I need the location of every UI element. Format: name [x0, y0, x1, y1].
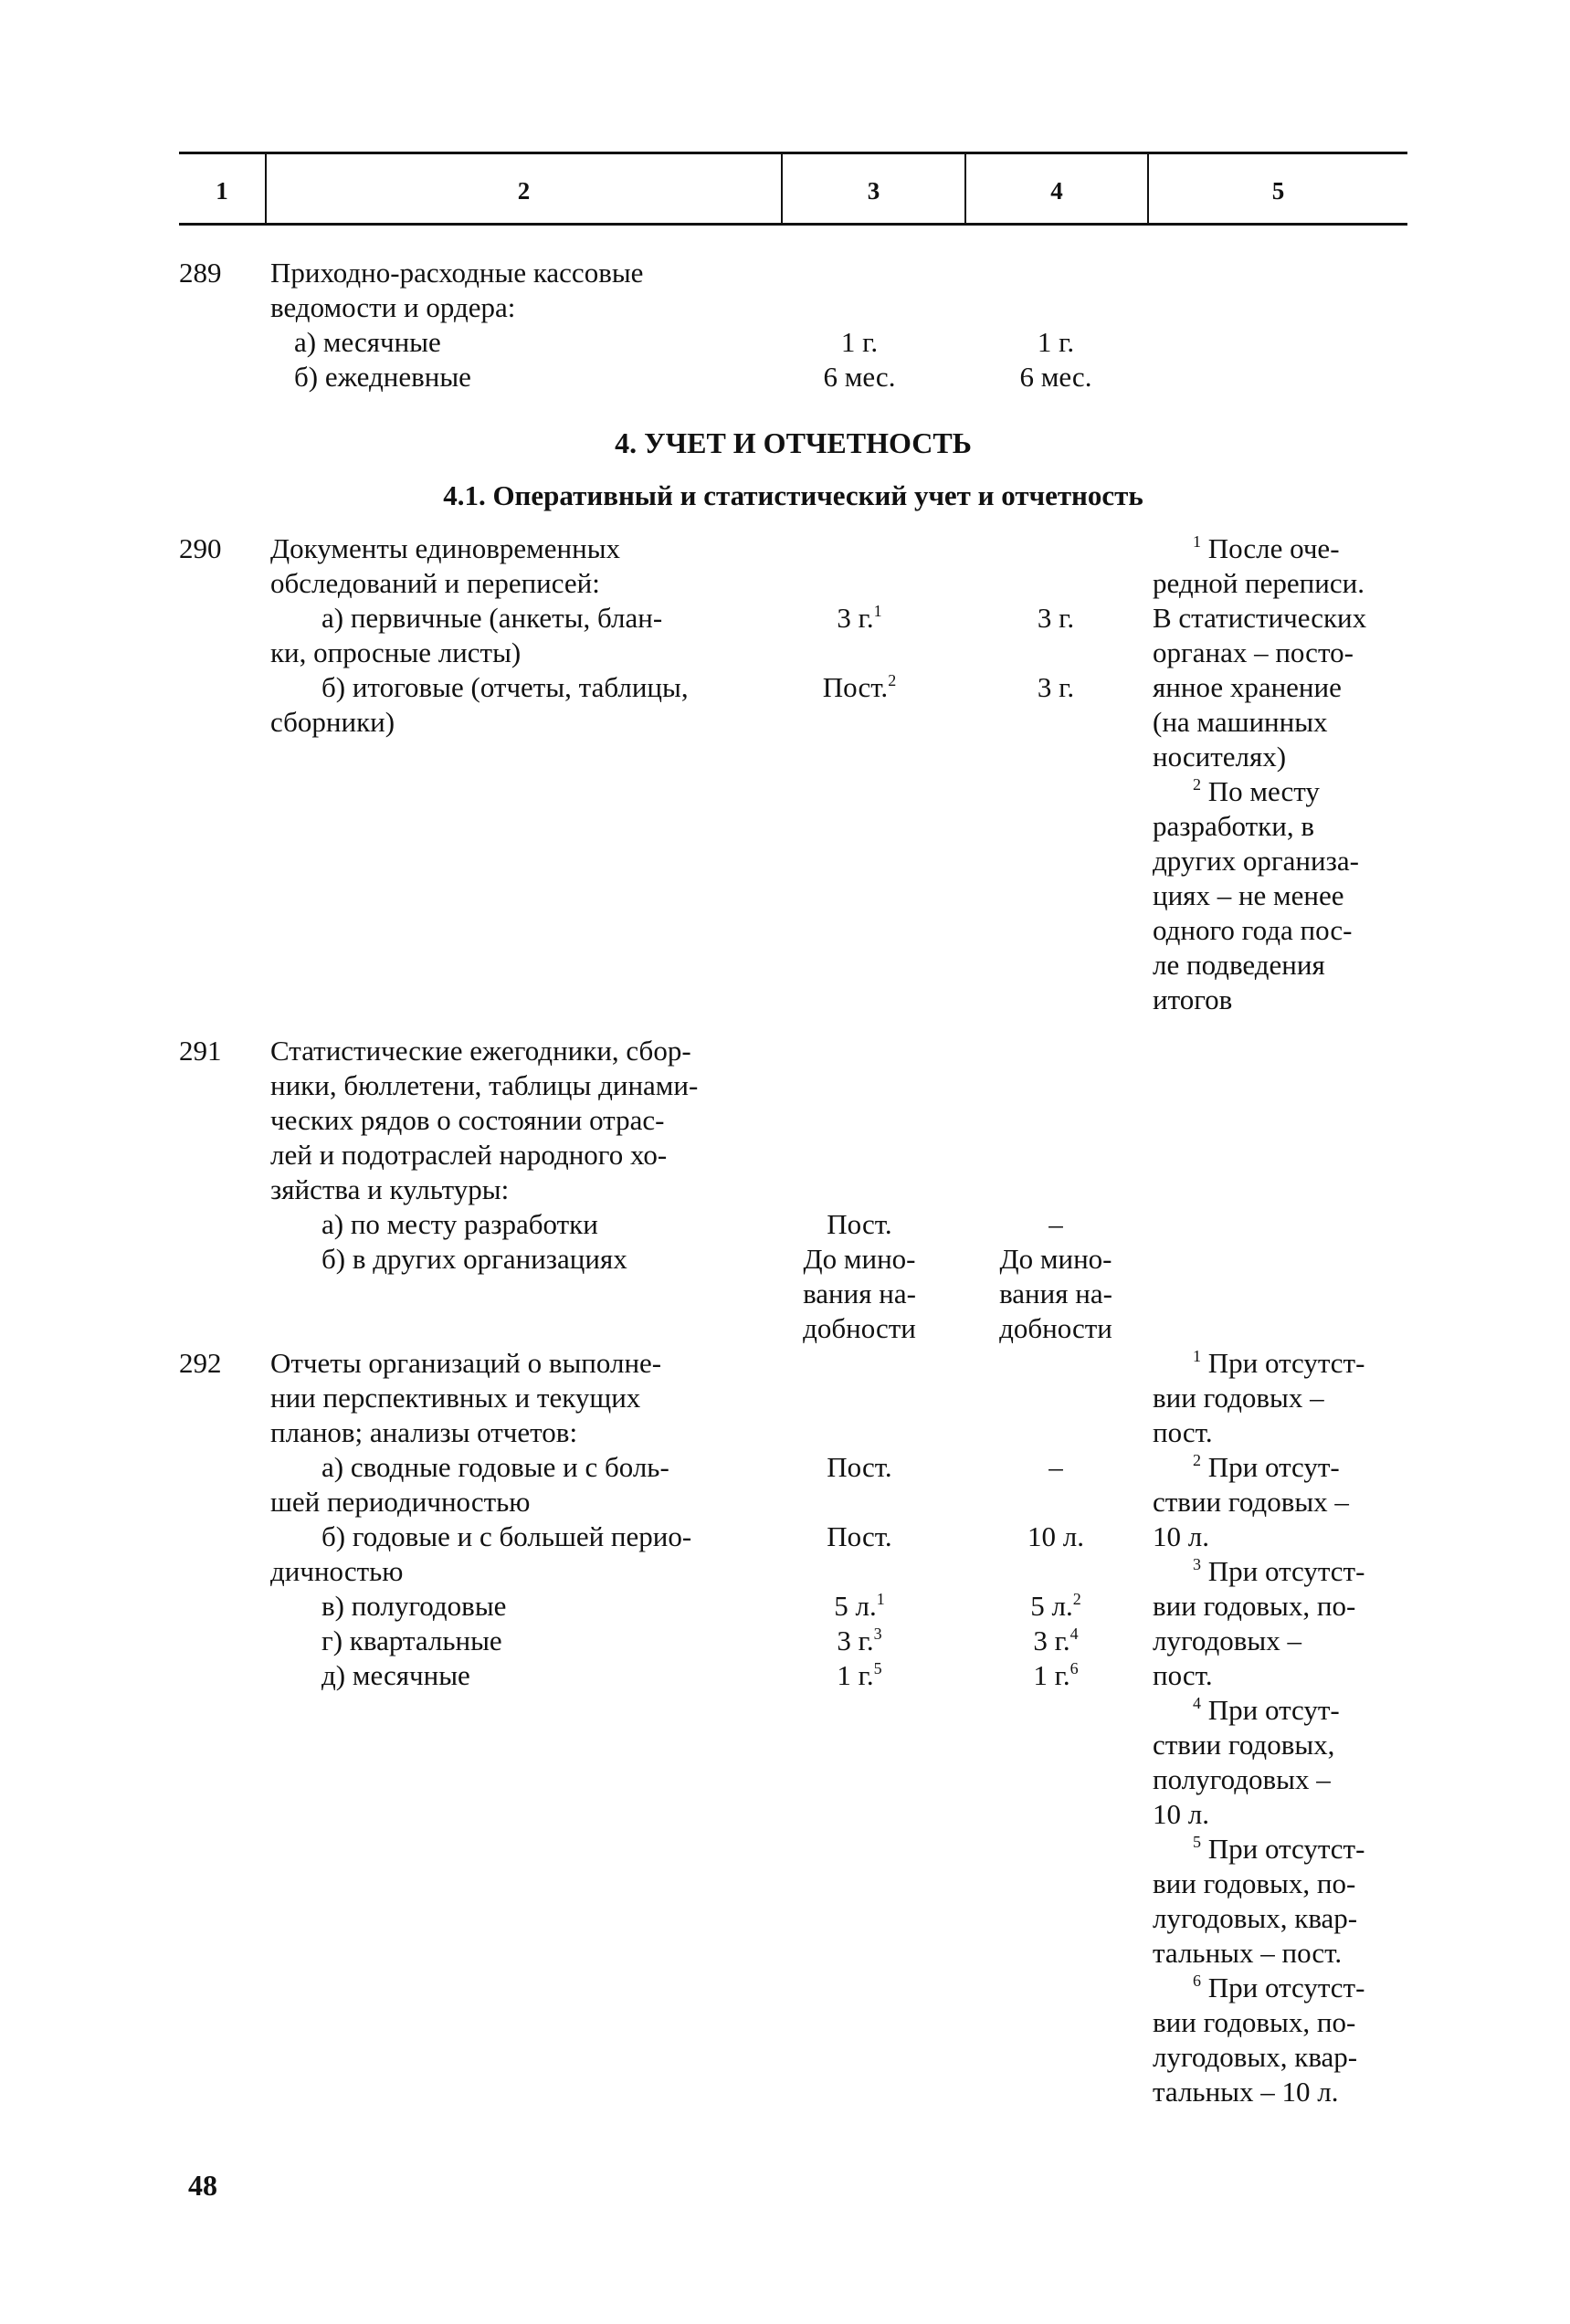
col3-value: До мино-	[803, 1243, 916, 1275]
row-item: дичностью	[270, 1555, 404, 1587]
col3-value: 3 г.$^1$	[837, 602, 882, 634]
note-line: вии годовых –	[1153, 1382, 1324, 1414]
row-text: ники, бюллетени, таблицы динами-	[270, 1069, 699, 1101]
row-item: б) итоговые (отчеты, таблицы,	[321, 671, 689, 703]
note-line: 10 л.	[1153, 1798, 1209, 1830]
note-line: вии годовых, по-	[1153, 2006, 1356, 2038]
section-subtitle: 4.1. Оперативный и статистический учет и отчетность	[443, 479, 1143, 511]
col4-value: 3 г.	[1037, 602, 1075, 634]
row-text: нии перспективных и текущих	[270, 1382, 641, 1414]
footnote-marker: 2	[1193, 1451, 1201, 1469]
col4-value: –	[1048, 1208, 1063, 1240]
note-line: тальных – пост.	[1153, 1937, 1343, 1969]
note-line: лугодовых, квар-	[1153, 2041, 1358, 2073]
col4-value: 5 л.$^2$	[1030, 1590, 1081, 1622]
note-line: $^2$ По месту	[1193, 775, 1320, 807]
row-item: а) сводные годовые и с боль-	[321, 1451, 669, 1483]
note-line: $^2$ При отсут-	[1193, 1451, 1340, 1483]
footnote-marker: 4	[1193, 1694, 1201, 1712]
note-line: лугодовых, квар-	[1153, 1902, 1358, 1934]
note-line: $^1$ При отсутст-	[1193, 1347, 1365, 1379]
footnote-marker: 6	[1069, 1659, 1079, 1677]
note-line: редной переписи.	[1153, 567, 1365, 599]
col4-value: добности	[999, 1312, 1112, 1344]
note-line: 10 л.	[1153, 1520, 1209, 1552]
footnote-marker: 1	[873, 602, 882, 620]
col3-value: вания на-	[803, 1278, 916, 1309]
footnote-marker: 1	[1193, 532, 1201, 551]
row-text: Отчеты организаций о выполне-	[270, 1347, 662, 1379]
row-text: ведомости и ордера:	[270, 291, 516, 323]
col3-value: Пост.	[827, 1208, 892, 1240]
col4-value: 6 мес.	[1019, 361, 1092, 393]
row-item: в) полугодовые	[321, 1590, 507, 1622]
col3-value: Пост.	[827, 1451, 892, 1483]
row-item: шей периодичностью	[270, 1486, 531, 1518]
row-text: обследований и переписей:	[270, 567, 600, 599]
row-number: 292	[179, 1347, 222, 1379]
footnote-marker: 2	[1193, 775, 1201, 794]
col4-value: –	[1048, 1451, 1063, 1483]
row-number: 291	[179, 1035, 222, 1067]
footnote-marker: 1	[1193, 1347, 1201, 1365]
note-line: лугодовых –	[1153, 1625, 1302, 1656]
footnote-marker: 2	[1072, 1590, 1081, 1608]
footnote-marker: 1	[876, 1590, 885, 1608]
note-line: носителях)	[1153, 741, 1287, 773]
note-line: янное хранение	[1153, 671, 1342, 703]
col3-value: 6 мес.	[823, 361, 896, 393]
col3-value: 3 г.$^3$	[837, 1625, 882, 1656]
footnote-marker: 5	[873, 1659, 882, 1677]
header-col-5: 5	[1271, 177, 1285, 205]
note-line: ствии годовых,	[1153, 1729, 1335, 1761]
header-col-4: 4	[1050, 177, 1063, 205]
note-line: вии годовых, по-	[1153, 1590, 1356, 1622]
note-line: $^6$ При отсутст-	[1193, 1972, 1365, 2003]
note-line: $^3$ При отсутст-	[1193, 1555, 1365, 1587]
note-line: ле подведения	[1153, 949, 1325, 981]
note-line: вии годовых, по-	[1153, 1867, 1356, 1899]
note-line: ствии годовых –	[1153, 1486, 1349, 1518]
col3-value: Пост.$^2$	[822, 671, 897, 703]
col4-value: 1 г.	[1037, 326, 1075, 358]
section-title: 4. УЧЕТ И ОТЧЕТНОСТЬ	[615, 426, 972, 459]
col3-value: 1 г.	[840, 326, 879, 358]
note-line: $^1$ После оче-	[1193, 532, 1340, 564]
header-top-rule	[179, 152, 1407, 154]
col3-value: 1 г.$^5$	[837, 1659, 882, 1691]
row-item: б) годовые и с большей перио-	[321, 1520, 692, 1552]
row-item: а) месячные	[294, 326, 441, 358]
col4-value: 3 г.$^4$	[1033, 1625, 1079, 1656]
footnote-marker: 6	[1193, 1972, 1201, 1990]
footnote-marker: 5	[1193, 1833, 1201, 1851]
note-line: пост.	[1153, 1416, 1213, 1448]
col4-value: вания на-	[999, 1278, 1112, 1309]
row-item: а) первичные (анкеты, блан-	[321, 602, 663, 634]
header-col-3: 3	[867, 177, 880, 205]
row-item: сборники)	[270, 706, 395, 738]
col3-value: 5 л.$^1$	[834, 1590, 885, 1622]
col4-value: 3 г.	[1037, 671, 1075, 703]
col4-value: 10 л.	[1027, 1520, 1084, 1552]
row-text: Статистические ежегодники, сбор-	[270, 1035, 691, 1067]
footnote-marker: 3	[873, 1625, 882, 1643]
note-line: (на машинных	[1153, 706, 1328, 738]
row-item: б) в других организациях	[321, 1243, 627, 1275]
row-item: г) квартальные	[321, 1625, 502, 1656]
row-text: Документы единовременных	[270, 532, 621, 564]
note-line: полугодовых –	[1153, 1763, 1331, 1795]
note-line: В статистических	[1153, 602, 1367, 634]
header-bottom-rule	[179, 223, 1407, 226]
row-number: 290	[179, 532, 222, 564]
footnote-marker: 3	[1193, 1555, 1201, 1573]
row-text: лей и подотраслей народного хо-	[270, 1139, 668, 1171]
note-line: $^4$ При отсут-	[1193, 1694, 1340, 1726]
note-line: других организа-	[1153, 845, 1359, 877]
note-line: итогов	[1153, 983, 1233, 1015]
row-item: б) ежедневные	[294, 361, 471, 393]
footnote-marker: 4	[1069, 1625, 1079, 1643]
row-item: а) по месту разработки	[321, 1208, 598, 1240]
row-text: зяйства и культуры:	[270, 1173, 510, 1205]
row-text: ческих рядов о состоянии отрас-	[270, 1104, 665, 1136]
note-line: циях – не менее	[1153, 879, 1344, 911]
note-line: одного года пос-	[1153, 914, 1353, 946]
note-line: $^5$ При отсутст-	[1193, 1833, 1365, 1865]
note-line: органах – посто-	[1153, 636, 1354, 668]
row-text: Приходно-расходные кассовые	[270, 257, 644, 289]
row-text: планов; анализы отчетов:	[270, 1416, 578, 1448]
note-line: тальных – 10 л.	[1153, 2076, 1339, 2108]
page-number: 48	[188, 2169, 217, 2202]
col3-value: Пост.	[827, 1520, 892, 1552]
col4-value: До мино-	[999, 1243, 1112, 1275]
col3-value: добности	[803, 1312, 916, 1344]
row-item: ки, опросные листы)	[270, 636, 522, 668]
row-number: 289	[179, 257, 222, 289]
col4-value: 1 г.$^6$	[1033, 1659, 1079, 1691]
header-col-2: 2	[517, 177, 531, 205]
note-line: пост.	[1153, 1659, 1213, 1691]
note-line: разработки, в	[1153, 810, 1314, 842]
footnote-marker: 2	[888, 671, 897, 689]
header-col-1: 1	[216, 177, 228, 205]
row-item: д) месячные	[321, 1659, 470, 1691]
